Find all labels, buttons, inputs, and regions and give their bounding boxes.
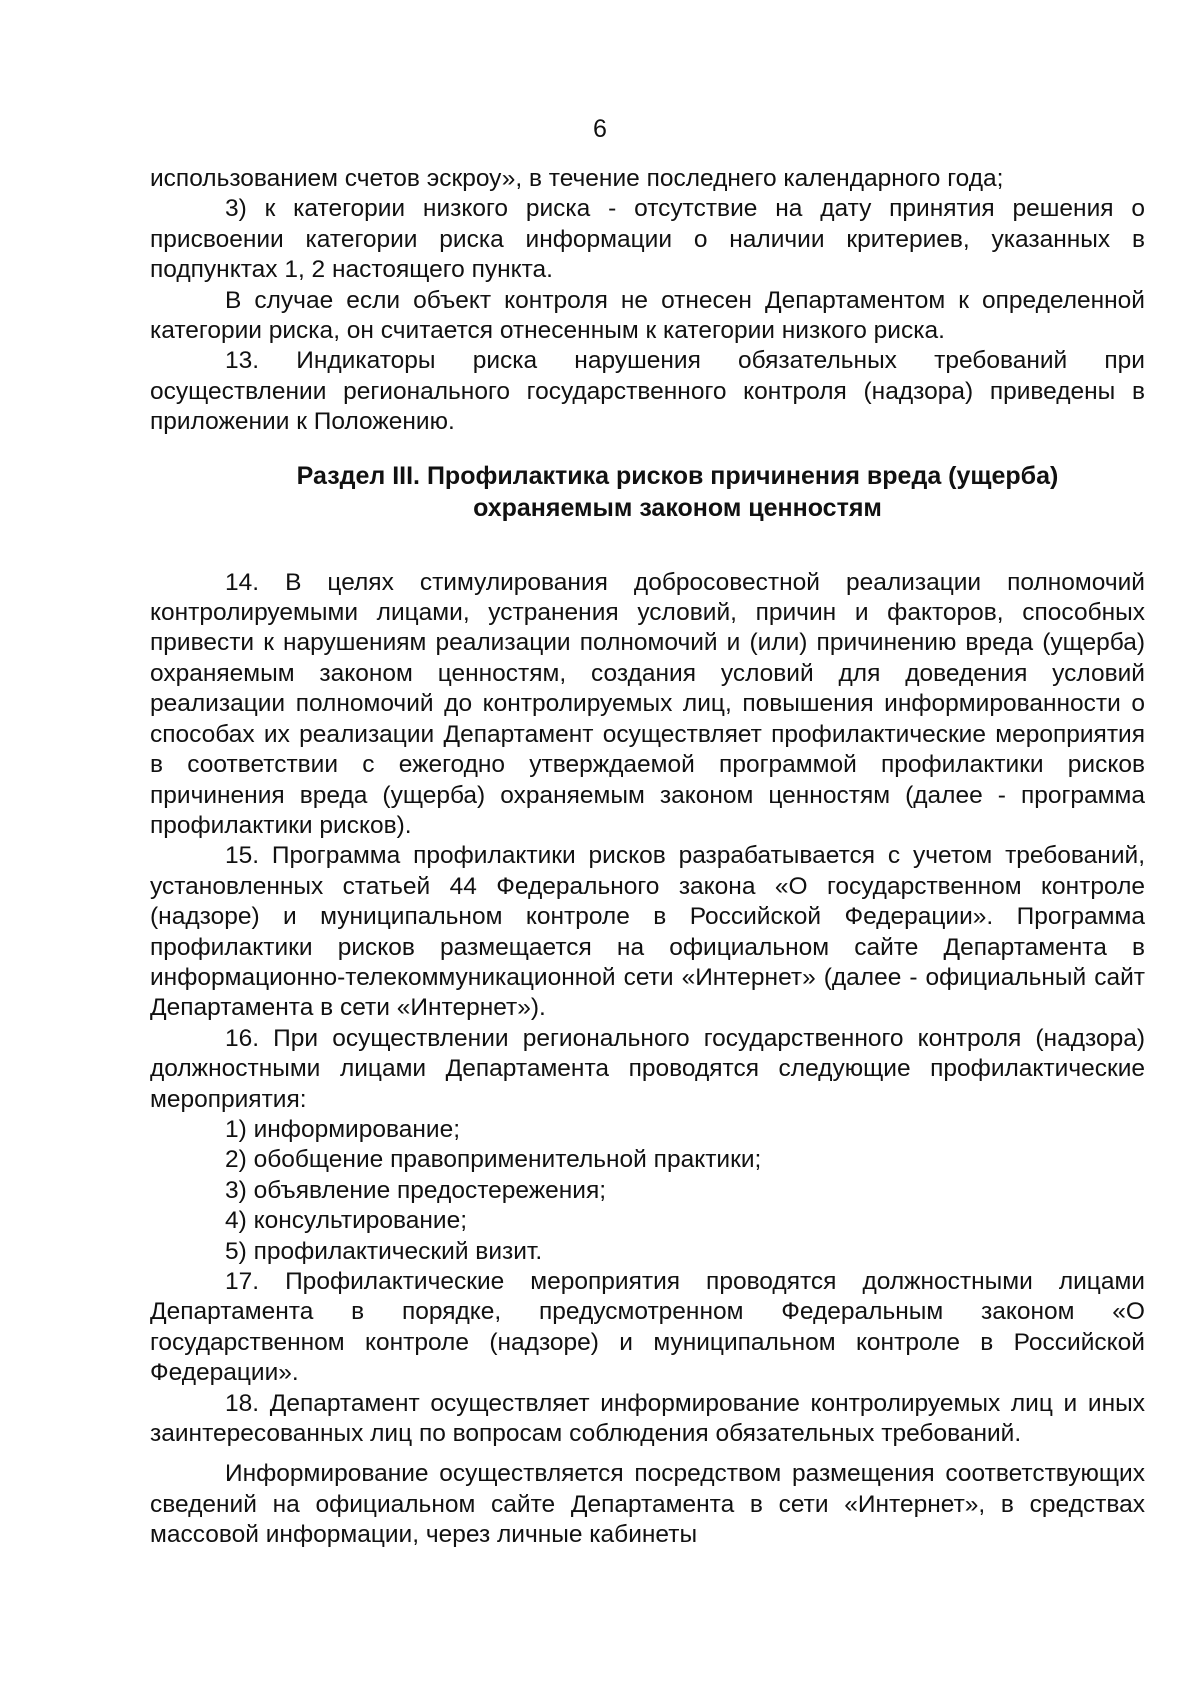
page-number: 6 — [593, 115, 607, 143]
list-item: 2) обобщение правоприменительной практики; — [225, 1146, 762, 1174]
paragraph-low-risk-default: В случае если объект контроля не отнесен Департаментом к определенной категории риска, он считается отнесенным к категории низкого риска. — [150, 286, 1145, 345]
section-title-line-2: охраняемым законом ценностям — [473, 493, 882, 522]
paragraph-18: 18. Департамент осуществляет информирование контролируемых лиц и иных заинтересованных лиц по вопросам соблюдения обязательных требований. — [150, 1389, 1145, 1448]
section-heading — [150, 460, 1145, 524]
paragraph-15: 15. Программа профилактики рисков разрабатывается с учетом требований, установленных статьей 44 Федерального закона «О государственном контроле (надзоре) и муниципальном контроле в Российской Федерации». Программа профилактики рисков размещается на официальном сайте Департамента в информационно-телекоммуникационной сети «Интернет» (далее - официальный сайт Департамента в сети «Интернет»). — [150, 842, 1145, 1022]
paragraph-continuation: использованием счетов эскроу», в течение последнего календарного года; — [150, 165, 1004, 192]
measures-list — [150, 1115, 1145, 1267]
paragraph-14: 14. В целях стимулирования добросовестной реализации полномочий контролируемыми лицами, устранения условий, причин и факторов, способных привести к нарушениям реализации полномочий и (или) причинению вреда (ущерба) охраняемым законом ценностям, создания условий для доведения условий реализации полномочий до контролируемых лиц, повышения информированности о способах их реализации Департамент осуществляет профилактические мероприятия в соответствии с ежегодно утверждаемой программой профилактики рисков причинения вреда (ущерба) охраняемым законом ценностям (далее - программа профилактики рисков). — [150, 568, 1145, 839]
paragraph-17: 17. Профилактические мероприятия проводятся должностными лицами Департамента в порядке, предусмотренном Федеральным законом «О государственном контроле (надзоре) и муниципальном контроле в Российской Федерации». — [150, 1268, 1145, 1387]
list-item: 5) профилактический визит. — [225, 1237, 543, 1265]
paragraph-16: 16. При осуществлении регионального государственного контроля (надзора) должностными лицами Департамента проводятся следующие профилактические мероприятия: — [150, 1024, 1145, 1113]
list-item: 1) информирование; — [225, 1115, 461, 1143]
list-item: 3) объявление предостережения; — [225, 1176, 607, 1204]
paragraph-13: 13. Индикаторы риска нарушения обязательных требований при осуществлении регионального государственного контроля (надзора) приведены в приложении к Положению. — [150, 347, 1145, 436]
paragraph-informing: Информирование осуществляется посредством размещения соответствующих сведений на официальном сайте Департамента в сети «Интернет», в средствах массовой информации, через личные кабинеты — [150, 1460, 1145, 1549]
section-title-line-1: Раздел III. Профилактика рисков причинения вреда (ущерба) — [296, 461, 1059, 490]
document-body — [150, 164, 1145, 1551]
paragraph-item-3: 3) к категории низкого риска - отсутствие на дату принятия решения о присвоении категории риска информации о наличии критериев, указанных в подпунктах 1, 2 настоящего пункта. — [150, 195, 1145, 284]
list-item: 4) консультирование; — [225, 1207, 468, 1235]
